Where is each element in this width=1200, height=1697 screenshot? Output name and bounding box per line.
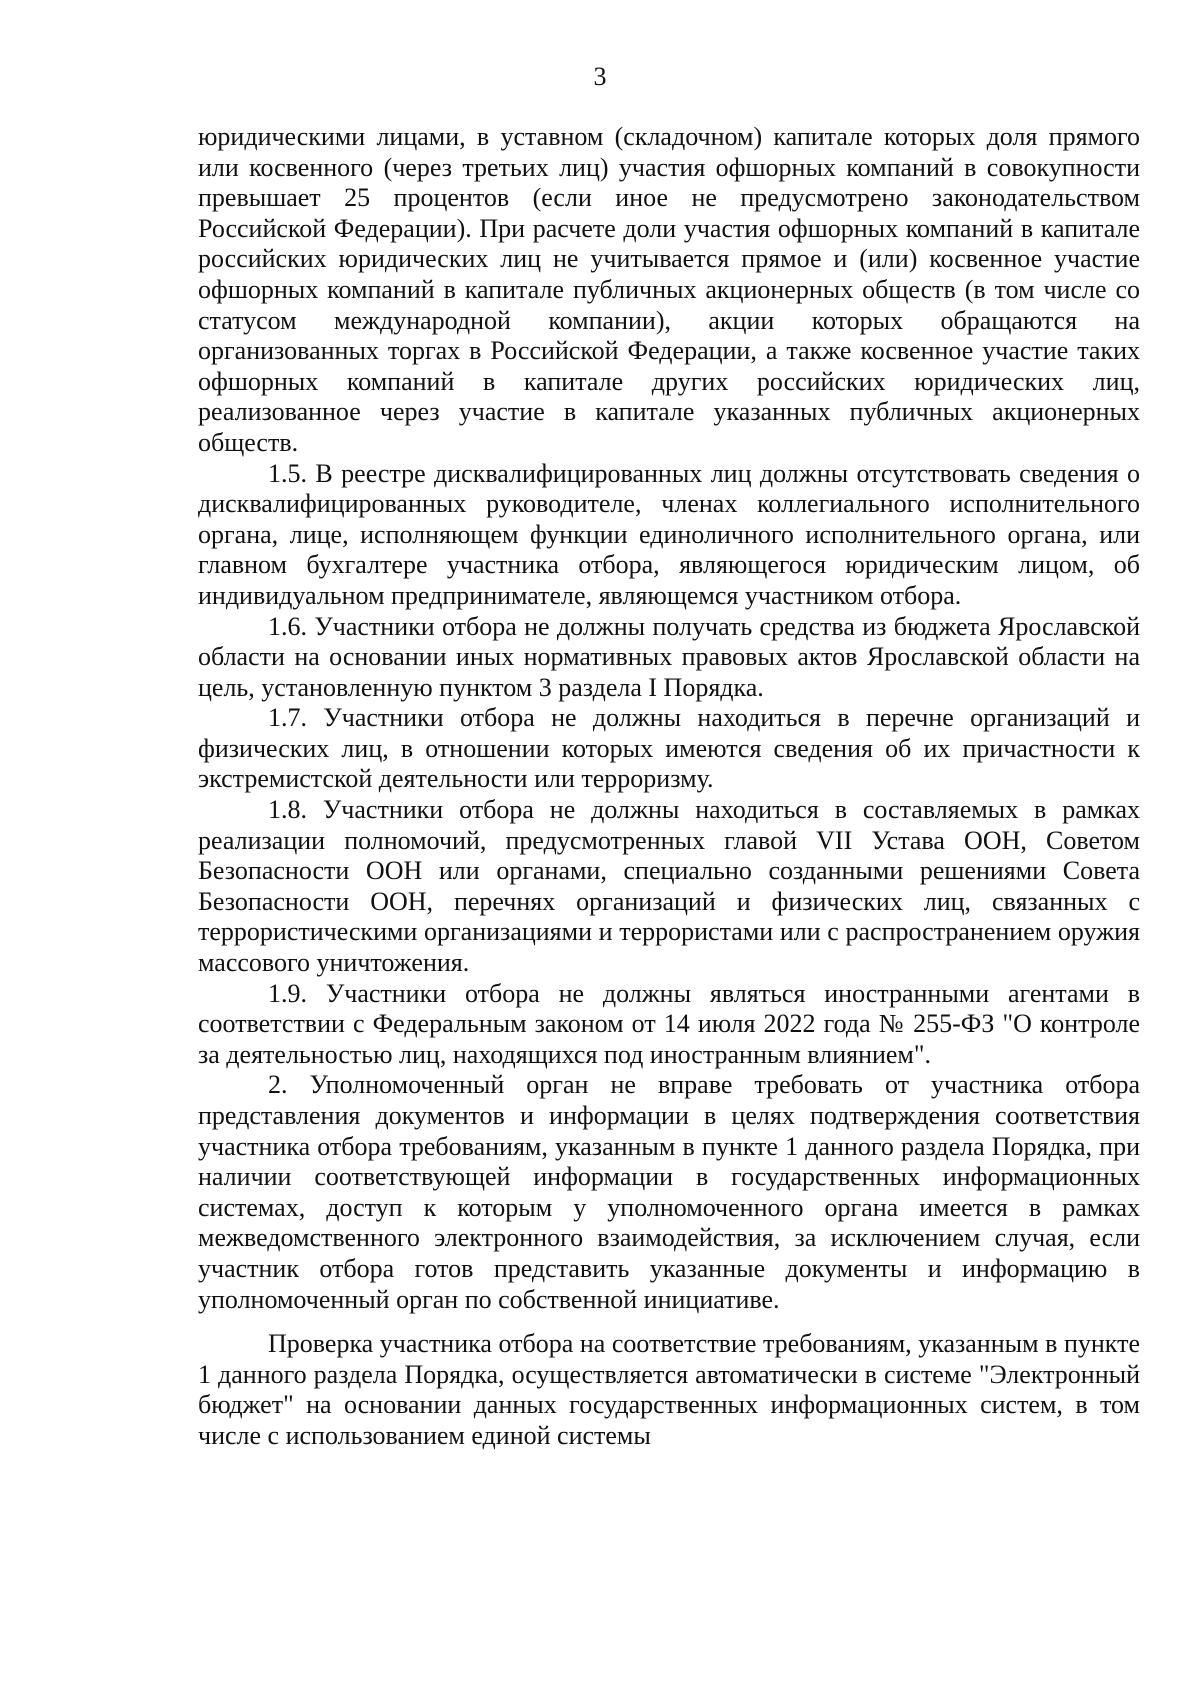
paragraph-2: 2. Уполномоченный орган не вправе требовать от участника отбора представления документов и информации в целях подтверждения соответствия участника отбора требованиям, указанным в пункте 1 данного раздела Порядка, при наличии соответствующей информации в государственных информационных системах, доступ к которым у уполномоченного органа имеется в рамках межведомственного электронного взаимодействия, за исключением случая, если участник отбора готов представить указанные документы и информацию в уполномоченный орган по собственной инициативе. [198, 1070, 1140, 1314]
paragraph-offshore-continuation: юридическими лицами, в уставном (складочном) капитале которых доля прямого или косвенного (через третьих лиц) участия офшорных компаний в совокупности превышает 25 процентов (если иное не предусмотрено законодательством Российской Федерации). При расчете доли участия офшорных компаний в капитале российских юридических лиц не учитывается прямое и (или) косвенное участие офшорных компаний в капитале публичных акционерных обществ (в том числе со статусом международной компании), акции которых обращаются на организованных торгах в Российской Федерации, а также косвенное участие таких офшорных компаний в капитале других российских юридических лиц, реализованное через участие в капитале указанных публичных акционерных обществ. [198, 122, 1140, 457]
paragraph-1-6: 1.6. Участники отбора не должны получать средства из бюджета Ярославской области на основании иных нормативных правовых актов Ярославской области на цель, установленную пунктом 3 раздела I Порядка. [198, 611, 1140, 702]
paragraph-1-9: 1.9. Участники отбора не должны являться иностранными агентами в соответствии с Федеральным законом от 14 июля 2022 года № 255-ФЗ "О контроле за деятельностью лиц, находящихся под иностранным влиянием". [198, 978, 1140, 1069]
document-body [198, 122, 1140, 1452]
paragraph-1-7: 1.7. Участники отбора не должны находиться в перечне организаций и физических лиц, в отношении которых имеются сведения об их причастности к экстремистской деятельности или терроризму. [198, 703, 1140, 794]
paragraph-1-5: 1.5. В реестре дисквалифицированных лиц должны отсутствовать сведения о дисквалифицированных руководителе, членах коллегиального исполнительного органа, лице, исполняющем функции единоличного исполнительного органа, или главном бухгалтере участника отбора, являющегося юридическим лицом, об индивидуальном предпринимателе, являющемся участником отбора. [198, 458, 1140, 610]
paragraph-verification: Проверка участника отбора на соответствие требованиям, указанным в пункте 1 данного раздела Порядка, осуществляется автоматически в системе "Электронный бюджет" на основании данных государственных информационных систем, в том числе с использованием единой системы [198, 1329, 1140, 1450]
page-number: 3 [593, 62, 607, 91]
paragraph-1-8: 1.8. Участники отбора не должны находиться в составляемых в рамках реализации полномочий, предусмотренных главой VII Устава ООН, Советом Безопасности ООН или органами, специально созданными решениями Совета Безопасности ООН, перечнях организаций и физических лиц, связанных с террористическими организациями и террористами или с распространением оружия массового уничтожения. [198, 795, 1140, 978]
